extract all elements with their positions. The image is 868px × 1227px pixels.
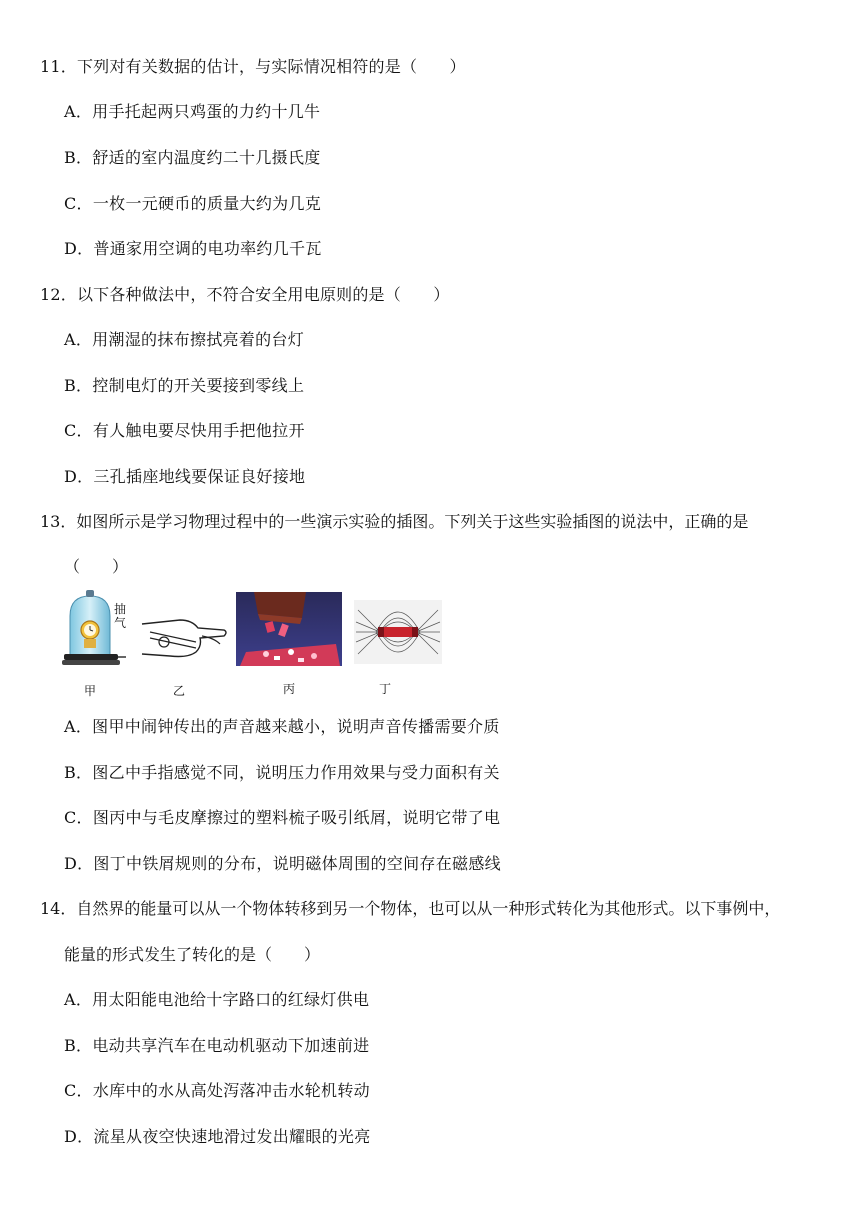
question-13-option-b: B．图乙中手指感觉不同，说明压力作用效果与受力面积有关 (64, 763, 500, 782)
question-11-option-a: A．用手托起两只鸡蛋的力约十几牛 (64, 102, 321, 121)
figure-jia-bell-jar (62, 590, 132, 698)
question-13-stem: 13．如图所示是学习物理过程中的一些演示实验的插图。下列关于这些实验插图的说法中，正确的是 (40, 512, 749, 531)
question-14-option-d: D．流星从夜空快速地滑过发出耀眼的光亮 (64, 1127, 371, 1146)
question-14-option-a: A．用太阳能电池给十字路口的红绿灯供电 (64, 990, 370, 1009)
question-14-option-b: B．电动共享汽车在电动机驱动下加速前进 (64, 1036, 370, 1055)
question-11-stem: 11．下列对有关数据的估计，与实际情况相符的是（ ） (40, 57, 466, 76)
fingers-pencil-icon (140, 614, 228, 664)
question-13-stem-continued: （ ） (64, 557, 129, 576)
figure-label-yi: 乙 (172, 684, 185, 698)
question-12-option-d: D．三孔插座地线要保证良好接地 (64, 467, 306, 486)
question-12-option-c: C．有人触电要尽快用手把他拉开 (64, 421, 305, 440)
question-13-option-d: D．图丁中铁屑规则的分布，说明磁体周围的空间存在磁感线 (64, 854, 501, 873)
comb-paper-icon (236, 592, 342, 666)
figure-label-jia: 甲 (83, 684, 96, 698)
figure-bing-comb (236, 592, 342, 696)
question-12-stem: 12．以下各种做法中，不符合安全用电原则的是（ ） (40, 285, 450, 304)
question-12-option-b: B．控制电灯的开关要接到零线上 (64, 376, 305, 395)
figure-ding-magnet (354, 600, 442, 696)
pump-air-label: 抽气 (114, 602, 127, 630)
bar-magnet-icon (354, 600, 442, 664)
figure-label-ding: 丁 (378, 682, 391, 696)
figure-yi-pencil (140, 614, 228, 698)
question-14-stem-continued: 能量的形式发生了转化的是（ ） (64, 945, 321, 964)
question-12-option-a: A．用潮湿的抹布擦拭亮着的台灯 (64, 330, 305, 349)
question-13-option-a: A．图甲中闹钟传出的声音越来越小，说明声音传播需要介质 (64, 717, 500, 736)
figure-label-bing: 丙 (282, 682, 295, 696)
question-11-option-c: C．一枚一元硬币的质量大约为几克 (64, 194, 322, 213)
question-14-stem: 14．自然界的能量可以从一个物体转移到另一个物体，也可以从一种形式转化为其他形式。以下事例中， (40, 899, 781, 918)
question-11-option-b: B．舒适的室内温度约二十几摄氏度 (64, 148, 321, 167)
question-13-figures (62, 590, 462, 700)
question-14-option-c: C．水库中的水从高处泻落冲击水轮机转动 (64, 1081, 370, 1100)
question-11-option-d: D．普通家用空调的电功率约几千瓦 (64, 239, 322, 258)
question-13-option-c: C．图丙中与毛皮摩擦过的塑料梳子吸引纸屑，说明它带了电 (64, 808, 501, 827)
